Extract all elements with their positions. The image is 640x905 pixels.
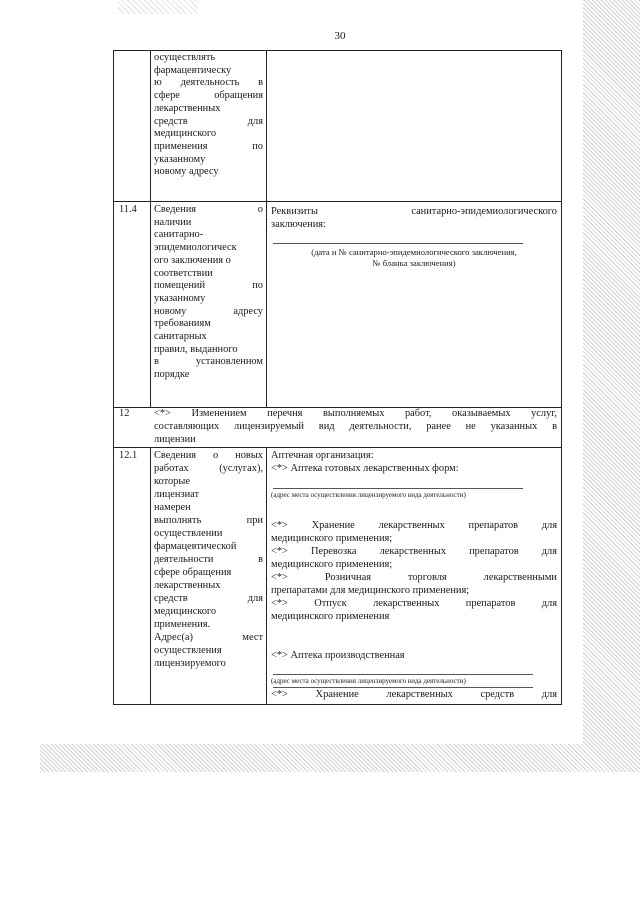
label-line: осуществления (154, 645, 222, 656)
label-line: порядке (154, 369, 190, 381)
label-line: Сведения о новых (154, 450, 263, 461)
label-line: выполнять при (154, 515, 263, 526)
label-line: лицензируемого (154, 658, 226, 669)
label-line: применения. (154, 619, 211, 630)
label-line: ого заключения о (154, 254, 231, 266)
pharmacy-production: <*> Аптека производственная (271, 650, 405, 661)
label-line: которые (154, 476, 190, 487)
label-line: наличии (154, 216, 192, 228)
label-line: применения по (154, 140, 263, 152)
label-line: указанному (154, 292, 206, 304)
fill-in-line (273, 243, 523, 244)
label-line: соответствии (154, 267, 213, 279)
service-line: <*> Отпуск лекарственных препаратов для (271, 598, 557, 609)
service-line: <*> Хранение лекарственных препаратов для (271, 520, 557, 531)
label-line: сфере обращения (154, 567, 232, 578)
label-line: сфере обращения (154, 90, 263, 102)
label-line: правил, выданного (154, 343, 238, 355)
field-caption: (дата и № санитарно-эпидемиологического заключения, (311, 247, 517, 257)
column-divider-label (266, 50, 267, 407)
label-line: медицинского (154, 606, 217, 617)
label-line: осуществлять (154, 52, 216, 63)
fill-in-line (273, 488, 523, 489)
service-line: медицинского применения; (271, 533, 393, 544)
label-line: работах (услугах), (154, 463, 263, 474)
service-line: медицинского применения; (271, 559, 393, 570)
label-line: Сведения о (154, 204, 263, 215)
column-divider-number (150, 447, 151, 705)
column-divider-number (150, 50, 151, 407)
label-line: помещений по (154, 280, 263, 292)
scan-border-bottom (40, 744, 640, 772)
fill-in-line (273, 674, 533, 675)
row-text-line: <*> Изменением перечня выполняемых работ, оказываемых услуг, (154, 408, 557, 419)
label-line: новому адресу (154, 305, 263, 317)
row-number: 11.4 (119, 204, 137, 215)
row-divider (113, 447, 562, 448)
label-line: фармацевтической (154, 541, 237, 552)
label-line: новому адресу (154, 166, 219, 178)
label-line: лицензиат (154, 489, 200, 500)
details-title-line: Реквизиты санитарно-эпидемиологического (271, 206, 557, 217)
scan-artifact (118, 0, 198, 14)
scan-border-right (583, 0, 640, 772)
row-text-line: лицензии (154, 434, 196, 445)
service-line: препаратами для медицинского применения; (271, 585, 470, 596)
fill-in-line (273, 687, 533, 688)
row-number: 12.1 (119, 450, 138, 461)
label-line: указанному (154, 153, 206, 165)
field-caption: № бланка заключения) (372, 258, 456, 268)
label-line: фармацевтическу (154, 64, 232, 76)
column-divider-label (266, 447, 267, 705)
label-line: санитарных (154, 331, 207, 342)
label-line: намерен (154, 502, 191, 513)
label-line: санитарно- (154, 229, 204, 241)
label-line: средств для (154, 115, 263, 127)
label-line: лекарственных (154, 580, 221, 591)
table-border-top (113, 50, 562, 51)
service-line: <*> Перевозка лекарственных препаратов для (271, 546, 557, 557)
row-number: 12 (119, 408, 130, 419)
label-line: требованиям (154, 318, 211, 330)
details-title-line: заключения: (271, 218, 326, 230)
table-border-bottom (113, 704, 562, 705)
service-line: <*> Хранение лекарственных средств для (271, 689, 557, 700)
field-caption: (адрес места осуществления лицензируемого вида деятельности) (271, 677, 466, 685)
label-line: средств для (154, 593, 263, 604)
label-line: в установленном (154, 356, 263, 368)
table-border-right (561, 50, 562, 705)
label-line: эпидемиологическ (154, 242, 237, 254)
label-line: лекарственных (154, 102, 221, 114)
license-form-table (113, 50, 562, 705)
row-text-line: составляющих лицензируемый вид деятельности, ранее не указанных в (154, 421, 557, 432)
label-line: ю деятельность в (154, 77, 263, 89)
table-border-left (113, 50, 114, 705)
label-line: Адрес(а) мест (154, 632, 263, 643)
label-line: деятельности в (154, 554, 263, 565)
row-divider (113, 201, 562, 202)
pharmacy-ready-forms: <*> Аптека готовых лекарственных форм: (271, 463, 459, 474)
org-heading: Аптечная организация: (271, 450, 374, 461)
label-line: осуществлении (154, 528, 223, 539)
label-line: медицинского (154, 128, 217, 140)
service-line: медицинского применения (271, 611, 390, 622)
page-number: 30 (334, 30, 346, 42)
field-caption: (адрес места осуществления лицензируемого вида деятельности) (271, 491, 466, 499)
service-line: <*> Розничная торговля лекарственными (271, 572, 557, 583)
